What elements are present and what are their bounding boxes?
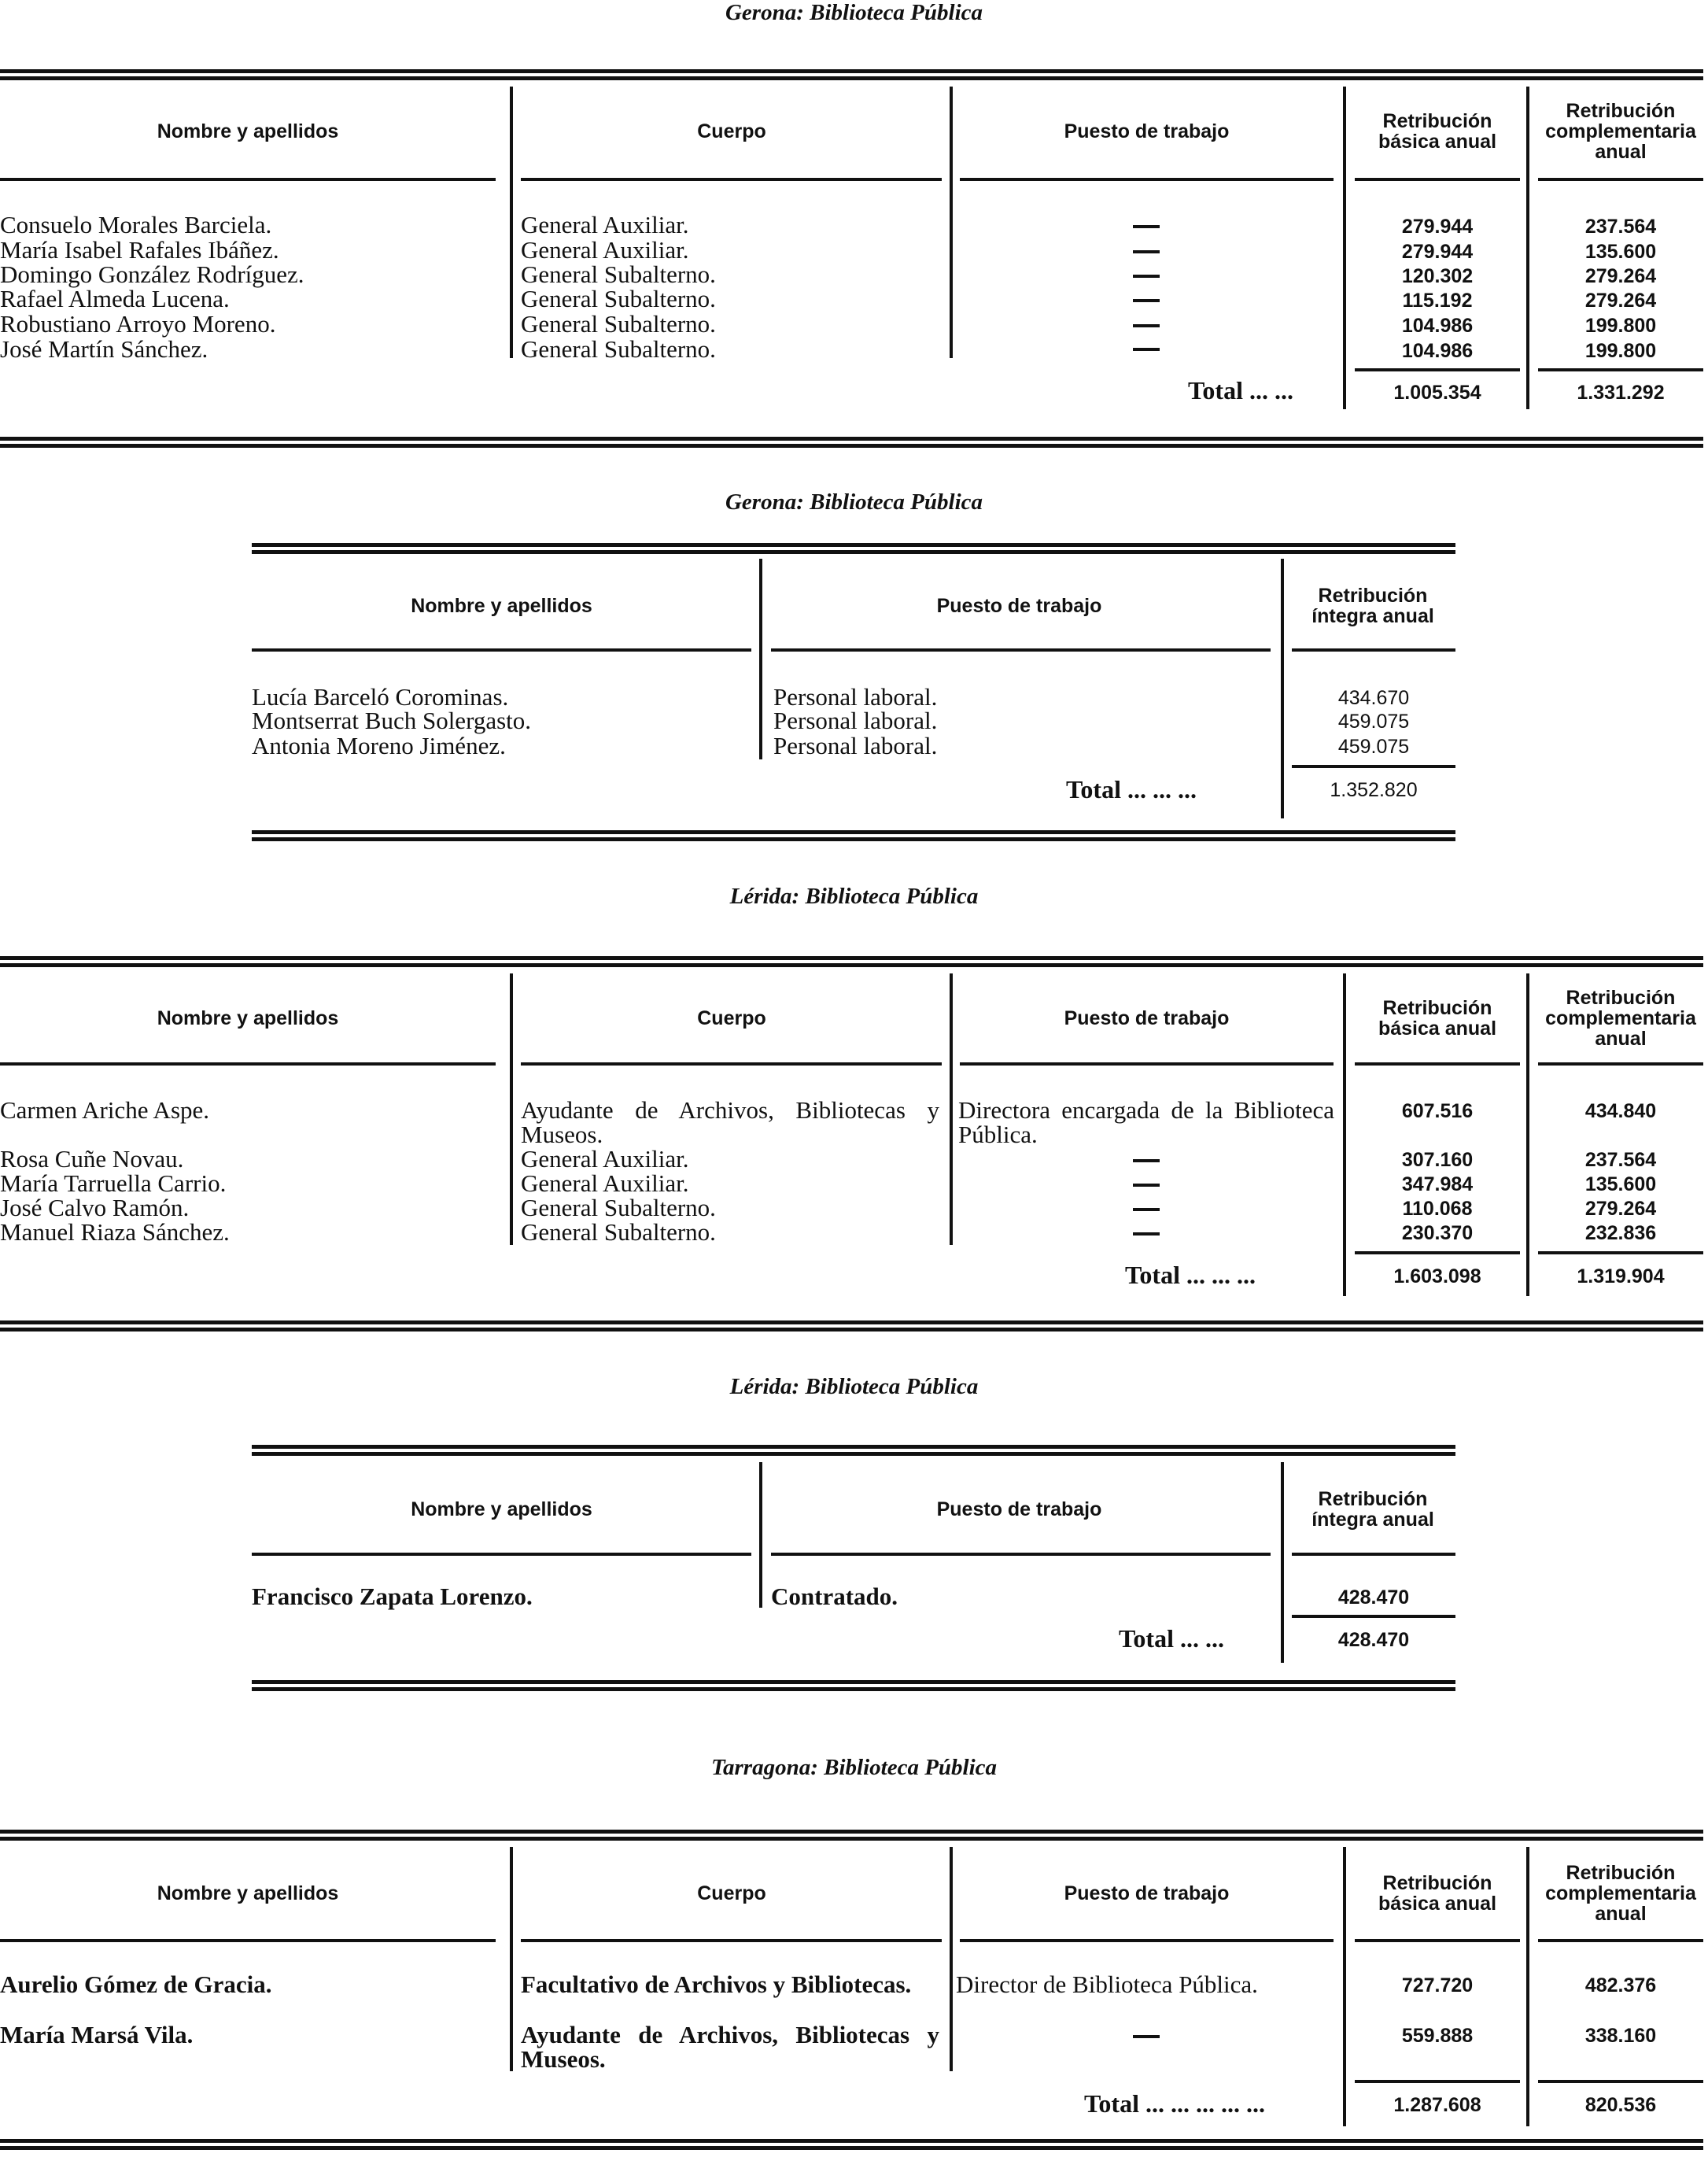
bottom-double-rule [0,2139,1703,2150]
cell-puesto-dash [1133,225,1160,228]
col-divider [510,973,513,1245]
header-rule [1292,1553,1455,1556]
cell-nombre: Lucía Barceló Corominas. [252,683,509,711]
top-double-rule [0,69,1703,80]
cell-basica: 607.516 [1401,1100,1474,1122]
section-title: Gerona: Biblioteca Pública [725,489,983,515]
header-rule [960,178,1334,181]
cell-complementaria: 279.264 [1584,1198,1657,1220]
total-basica: 1.005.354 [1393,382,1481,404]
cell-complementaria: 338.160 [1584,2025,1657,2047]
header-basica: Retribución básica anual [1378,997,1497,1040]
cell-nombre: Carmen Ariche Aspe. [0,1096,210,1124]
cell-basica: 347.984 [1401,1173,1474,1195]
header-rule [1292,648,1455,652]
total-complementaria: 1.331.292 [1577,382,1665,404]
col-divider [1343,973,1346,1296]
cell-cuerpo: Facultativo de Archivos y Bibliotecas. [521,1970,912,1998]
cell-puesto-dash [1133,1184,1160,1187]
cell-basica: 559.888 [1401,2025,1474,2047]
top-double-rule [252,1445,1455,1456]
cell-cuerpo: General Subalterno. [521,260,716,288]
bottom-double-rule [252,1680,1455,1691]
header-rule [771,648,1271,652]
cell-nombre: Manuel Riaza Sánchez. [0,1218,230,1246]
total-rule [1355,2080,1520,2083]
header-cuerpo: Cuerpo [697,1882,766,1904]
section-title: Lérida: Biblioteca Pública [729,884,979,909]
cell-cuerpo: General Subalterno. [521,335,716,363]
header-basica: Retribución básica anual [1378,1872,1497,1915]
header-rule [1355,178,1520,181]
header-rule [521,178,942,181]
col-divider [1526,973,1529,1296]
cell-puesto: Personal laboral. [773,683,938,711]
top-double-rule [0,956,1703,967]
cell-basica: 279.944 [1401,216,1474,238]
cell-complementaria: 434.840 [1584,1100,1657,1122]
header-basica: Retribución básica anual [1378,110,1497,153]
header-complementaria: Retribución complementaria anual [1545,987,1696,1050]
cell-nombre: María Isabel Rafales Ibáñez. [0,236,279,264]
top-double-rule [0,1830,1703,1841]
header-cuerpo: Cuerpo [697,1007,766,1029]
cell-nombre: Domingo González Rodríguez. [0,260,304,288]
cell-nombre: Rosa Cuñe Novau. [0,1145,184,1173]
total-label: Total ... ... [1119,1624,1224,1653]
header-cuerpo: Cuerpo [697,120,766,142]
header-integra: Retribución íntegra anual [1311,1488,1434,1531]
header-puesto: Puesto de trabajo [1064,1007,1230,1029]
cell-complementaria: 237.564 [1584,216,1657,238]
cell-puesto-dash [1133,275,1160,278]
header-complementaria: Retribución complementaria anual [1545,100,1696,163]
total-rule [1538,1251,1703,1254]
cell-complementaria: 279.264 [1584,265,1657,287]
col-divider [950,1847,953,2071]
header-rule [1538,1062,1703,1066]
header-puesto: Puesto de trabajo [1064,1882,1230,1904]
top-double-rule [252,543,1455,554]
header-rule [521,1062,942,1066]
cell-basica: 727.720 [1401,1974,1474,1996]
header-rule [1538,178,1703,181]
header-rule [0,1939,496,1942]
cell-complementaria: 135.600 [1584,1173,1657,1195]
bottom-double-rule [252,830,1455,841]
cell-complementaria: 232.836 [1584,1222,1657,1244]
cell-nombre: Aurelio Gómez de Gracia. [0,1970,272,1998]
cell-puesto: Personal laboral. [773,732,938,759]
total-basica: 1.287.608 [1393,2094,1481,2116]
total-rule [1538,368,1703,371]
total-rule [1292,1615,1455,1618]
cell-puesto: Personal laboral. [773,707,938,734]
cell-nombre: Montserrat Buch Solergasto. [252,707,532,734]
bottom-double-rule [0,437,1703,448]
total-basica: 1.603.098 [1393,1265,1481,1287]
cell-puesto-dash [1133,1232,1160,1235]
header-rule [252,648,751,652]
cell-complementaria: 482.376 [1584,1974,1657,1996]
header-nombre: Nombre y apellidos [411,595,592,617]
col-divider [950,87,953,358]
bottom-double-rule [0,1320,1703,1332]
cell-complementaria: 135.600 [1584,241,1657,263]
header-rule [1355,1062,1520,1066]
total-label: Total ... ... [1188,376,1293,404]
cell-integra: 428.470 [1337,1586,1410,1609]
header-rule [771,1553,1271,1556]
cell-puesto-dash [1133,2035,1160,2038]
cell-integra: 459.075 [1337,736,1410,758]
cell-puesto-dash [1133,324,1160,327]
cell-nombre: Rafael Almeda Lucena. [0,285,230,312]
col-divider [510,87,513,358]
cell-cuerpo: General Auxiliar. [521,1145,689,1173]
section-title: Gerona: Biblioteca Pública [725,0,983,25]
header-rule [521,1939,942,1942]
cell-nombre: Antonia Moreno Jiménez. [252,732,506,759]
total-rule [1355,368,1520,371]
col-divider [1343,87,1346,409]
cell-integra: 434.670 [1337,687,1410,709]
cell-basica: 104.986 [1401,340,1474,362]
header-puesto: Puesto de trabajo [1064,120,1230,142]
header-puesto: Puesto de trabajo [936,595,1102,617]
total-rule [1538,2080,1703,2083]
cell-basica: 104.986 [1401,315,1474,337]
cell-puesto: Contratado. [771,1583,898,1610]
total-complementaria: 820.536 [1584,2094,1657,2116]
cell-nombre: Consuelo Morales Barciela. [0,211,272,238]
header-rule [252,1553,751,1556]
cell-puesto-dash [1133,1159,1160,1162]
col-divider [1526,1847,1529,2126]
cell-basica: 120.302 [1401,265,1474,287]
header-nombre: Nombre y apellidos [411,1498,592,1520]
header-rule [1355,1939,1520,1942]
cell-puesto-dash [1133,348,1160,351]
cell-nombre: María Marsá Vila. [0,2021,194,2048]
cell-puesto: Directora encargada de la Biblioteca Pública. [958,1096,1334,1148]
cell-cuerpo: General Auxiliar. [521,236,689,264]
col-divider [759,1462,762,1608]
col-divider [1343,1847,1346,2126]
total-label: Total ... ... ... [1125,1261,1256,1289]
total-label: Total ... ... ... ... ... [1084,2089,1265,2118]
col-divider [510,1847,513,2071]
header-integra: Retribución íntegra anual [1311,585,1434,627]
cell-nombre: José Calvo Ramón. [0,1194,190,1221]
col-divider [1526,87,1529,409]
cell-cuerpo: General Subalterno. [521,285,716,312]
cell-cuerpo: General Auxiliar. [521,211,689,238]
cell-complementaria: 199.800 [1584,315,1657,337]
header-complementaria: Retribución complementaria anual [1545,1862,1696,1925]
cell-puesto: Director de Biblioteca Pública. [956,1970,1258,1998]
cell-basica: 110.068 [1402,1198,1473,1220]
cell-cuerpo: General Subalterno. [521,1218,716,1246]
cell-basica: 307.160 [1401,1149,1474,1171]
cell-basica: 230.370 [1401,1222,1474,1244]
cell-cuerpo: General Subalterno. [521,1194,716,1221]
cell-nombre: José Martín Sánchez. [0,335,208,363]
cell-cuerpo: Ayudante de Archivos, Bibliotecas y Museos. [521,1096,939,1148]
cell-puesto-dash [1133,299,1160,302]
cell-puesto-dash [1133,250,1160,253]
section-title: Tarragona: Biblioteca Pública [710,1755,998,1780]
header-rule [0,178,496,181]
cell-complementaria: 279.264 [1584,290,1657,312]
cell-cuerpo: General Subalterno. [521,310,716,338]
total-label: Total ... ... ... [1066,775,1197,803]
col-divider [1281,559,1284,818]
header-rule [0,1062,496,1066]
cell-complementaria: 199.800 [1584,340,1657,362]
header-puesto: Puesto de trabajo [936,1498,1102,1520]
header-rule [1538,1939,1703,1942]
col-divider [1281,1462,1284,1663]
cell-integra: 459.075 [1337,711,1410,733]
section-title: Lérida: Biblioteca Pública [729,1374,979,1399]
cell-complementaria: 237.564 [1584,1149,1657,1171]
header-rule [960,1939,1334,1942]
cell-nombre: Robustiano Arroyo Moreno. [0,310,276,338]
total-rule [1292,765,1455,768]
cell-nombre: Francisco Zapata Lorenzo. [252,1583,533,1610]
total-integra: 428.470 [1337,1629,1410,1651]
cell-puesto-dash [1133,1208,1160,1211]
total-rule [1355,1251,1520,1254]
cell-basica: 279.944 [1401,241,1474,263]
header-nombre: Nombre y apellidos [157,1882,339,1904]
col-divider [950,973,953,1245]
cell-nombre: María Tarruella Carrio. [0,1169,227,1197]
cell-cuerpo: Ayudante de Archivos, Bibliotecas y Museos. [521,2021,939,2073]
header-rule [960,1062,1334,1066]
cell-cuerpo: General Auxiliar. [521,1169,689,1197]
total-complementaria: 1.319.904 [1577,1265,1665,1287]
total-integra: 1.352.820 [1330,779,1418,801]
header-nombre: Nombre y apellidos [157,1007,339,1029]
col-divider [759,559,762,759]
header-nombre: Nombre y apellidos [157,120,339,142]
cell-basica: 115.192 [1402,290,1473,312]
